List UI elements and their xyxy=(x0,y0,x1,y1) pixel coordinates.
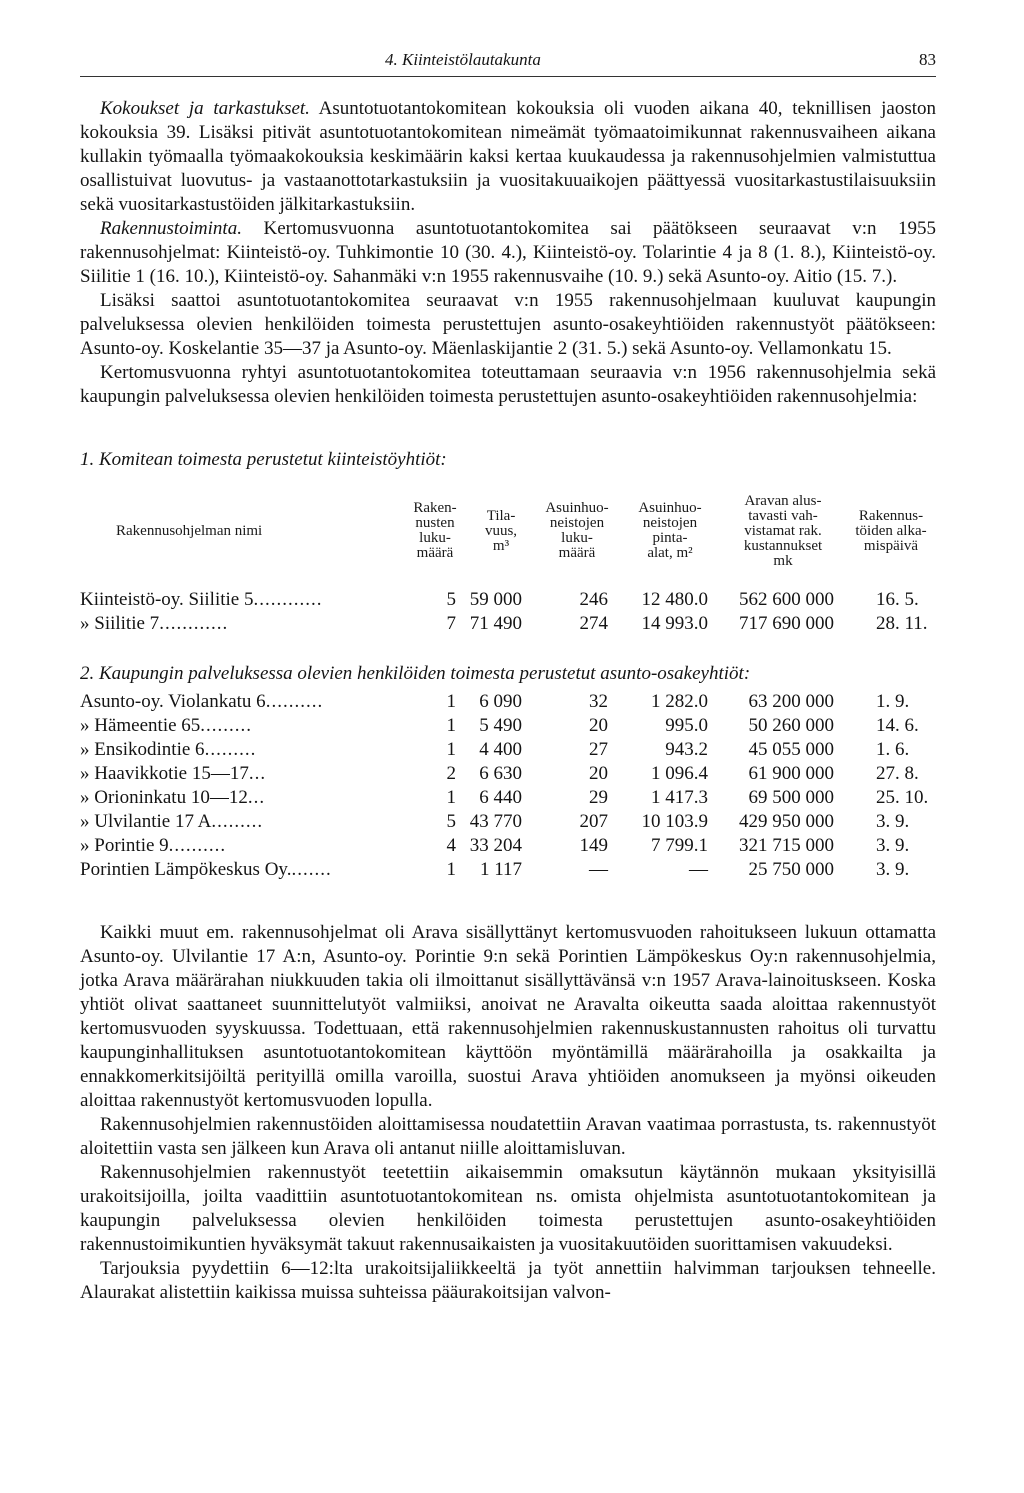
leader-dots: ... xyxy=(247,787,266,808)
row-area-cell: 7 799.1 xyxy=(651,835,708,856)
row-name: » Ulvilantie 17 A xyxy=(80,811,212,832)
row-area-cell: 1 282.0 xyxy=(651,691,708,712)
column-header: Rakennusohjelman nimi xyxy=(116,522,263,539)
row-start-cell: 3. 9. xyxy=(876,835,910,856)
paragraph-text: Lisäksi saattoi asuntotuotantokomitea seuraavat v:n 1955 rakennusohjelmaan kuuluvat kaupungin palveluksessa olevien henkilöiden toimesta perustettujen asunto-osakeyhtiöiden rakennustyöt päätökseen: Asunto-oy. Koskelantie 35—37 ja Asunto-oy. Mäenlaskijantie 2 (31. 5.) sekä Asunto-oy. Vellamonkatu 15. xyxy=(80,290,936,359)
row-name: Porintien Lämpökeskus Oy. xyxy=(80,859,292,880)
row-apartments-cell: 32 xyxy=(589,691,608,712)
row-name-cell xyxy=(80,811,402,835)
row-start-cell: 1. 6. xyxy=(876,739,910,760)
row-apartments-cell: 29 xyxy=(589,787,608,808)
row-name: » Hämeentie 65 xyxy=(80,715,201,736)
row-name: » Porintie 9 xyxy=(80,835,169,856)
row-name-cell xyxy=(80,763,402,787)
row-apartments-cell: 149 xyxy=(579,835,608,856)
row-volume-cell: 6 630 xyxy=(479,763,522,784)
row-volume-cell: 43 770 xyxy=(469,811,522,832)
row-area-cell: 1 096.4 xyxy=(651,763,708,784)
row-start-cell: 3. 9. xyxy=(876,811,910,832)
paragraph: Rakennusohjelmien rakennustöiden aloittamisessa noudatettiin Aravan vaatimaa porrastusta, ts. rakennustyöt aloitettiin vasta sen jälkeen kun Arava oli antanut niille aloittamisluvan. xyxy=(80,1114,936,1159)
paragraph xyxy=(80,361,936,409)
leader-dots: ............ xyxy=(253,589,323,610)
row-area-cell: 1 417.3 xyxy=(651,787,708,808)
row-cost-cell: 717 690 000 xyxy=(739,613,834,634)
table-row xyxy=(80,739,936,763)
row-buildings-cell: 1 xyxy=(446,691,456,712)
table-row xyxy=(80,787,936,811)
paragraph-lead: Rakennustoiminta. xyxy=(100,218,242,239)
row-apartments-cell: 20 xyxy=(589,763,608,784)
paragraph-text: Kertomusvuonna asuntotuotantokomitea sai päätökseen seuraavat v:n 1955 rakennusohjelmat: Kiinteistö-oy. Tuhkimontie 10 (30. 4.), Kiinteistö-oy. Tolarintie 4 ja 8 (1. 8.), Kiinteistö-oy. Siilitie 1 (16. 10.), Kiinteistö-oy. Sahanmäki v:n 1955 rakennusvaihe (10. 9.) sekä Asunto-oy. Aitio (15. 7.). xyxy=(80,218,937,287)
table-row xyxy=(80,715,936,739)
row-buildings-cell: 1 xyxy=(446,859,456,880)
row-start-cell: 25. 10. xyxy=(876,787,929,808)
row-start-cell: 1. 9. xyxy=(876,691,910,712)
table-row xyxy=(80,811,936,835)
row-volume-cell: 71 490 xyxy=(469,613,522,634)
row-name: Kiinteistö-oy. Siilitie 5 xyxy=(80,589,254,610)
row-name: » Ensikodintie 6 xyxy=(80,739,205,760)
running-header xyxy=(80,40,936,77)
row-volume-cell: 59 000 xyxy=(469,589,522,610)
row-cost-cell: 61 900 000 xyxy=(748,763,834,784)
row-volume-cell: 6 090 xyxy=(479,691,522,712)
row-volume-cell: 5 490 xyxy=(479,715,522,736)
row-start-cell: 27. 8. xyxy=(876,763,919,784)
row-volume-cell: 33 204 xyxy=(469,835,522,856)
column-header: Tila- vuus, m³ xyxy=(484,507,518,554)
row-cost-cell: 69 500 000 xyxy=(748,787,834,808)
table-header-row xyxy=(80,485,936,577)
leader-dots: ......... xyxy=(204,739,257,760)
section2-title: 2. Kaupungin palveluksessa olevien henkilöiden toimesta perustetut asunto-osakeyhtiöt: xyxy=(80,663,751,684)
row-cost-cell: 63 200 000 xyxy=(748,691,834,712)
row-area-cell: 943.2 xyxy=(665,739,708,760)
row-apartments-cell: 207 xyxy=(579,811,608,832)
row-cost-cell: 25 750 000 xyxy=(748,859,834,880)
row-apartments-cell: 274 xyxy=(579,613,608,634)
paragraph xyxy=(80,97,936,217)
row-area-cell: 14 993.0 xyxy=(641,613,708,634)
column-header: Rakennus- töiden alka- mispäivä xyxy=(855,507,927,554)
paragraph-text: Kertomusvuonna ryhtyi asuntotuotantokomitea toteuttamaan seuraavia v:n 1956 rakennusohjelmia sekä kaupungin palveluksessa olevien henkilöiden toimesta perustettujen asunto-osakeyhtiöiden rakennusohjelmia: xyxy=(80,362,936,407)
paragraph xyxy=(80,217,936,289)
row-area-cell: 10 103.9 xyxy=(641,811,708,832)
row-name-cell xyxy=(80,691,402,715)
paragraph: Kaikki muut em. rakennusohjelmat oli Arava sisällyttänyt kertomusvuoden rahoitukseen lukuun ottamatta Asunto-oy. Ulvilantie 17 A:n, Asunto-oy. Porintie 9:n sekä Porintien Lämpökeskus Oy:n rakennusohjelmia, jotka Arava määrärahan niukkuuden takia oli ilmoittanut sisällyttävänsä v:n 1957 Arava-lainoituskseen. Koska yhtiöt olivat saattaneet suunnittelutyöt valmiiksi, anoivat ne Aravalta oikeutta saada aloittaa rakennustyöt kertomusvuoden syyskuussa. Todettuaan, että rakennusohjelmien rakennuskustannusten rahoitus oli turvattu kaupunginhallituksen asuntotuotantokomitean käyttöön myöntämillä määrärahoilla ja osakkailta ja ennakkomerkitsijöiltä perityillä omilla varoilla, suostui Arava yhtiöiden anomukseen ja myönsi oikeuden aloittaa rakennustyöt kertomusvuoden lopulla. xyxy=(80,922,936,1111)
row-cost-cell: 50 260 000 xyxy=(748,715,834,736)
section2-title-row xyxy=(80,663,936,687)
document-page xyxy=(80,40,936,1305)
chapter-title: 4. Kiinteistölautakunta xyxy=(385,50,541,69)
row-start-cell: 16. 5. xyxy=(876,589,919,610)
row-name: Asunto-oy. Violankatu 6 xyxy=(80,691,266,712)
row-name-cell xyxy=(80,715,402,739)
row-name-cell xyxy=(80,739,402,763)
column-header: Aravan alus- tavasti vah- vistamat rak. kustannukset mk xyxy=(743,492,823,569)
row-cost-cell: 45 055 000 xyxy=(748,739,834,760)
row-start-cell: 14. 6. xyxy=(876,715,919,736)
housing-table xyxy=(80,485,936,883)
row-buildings-cell: 1 xyxy=(446,787,456,808)
column-header: Raken- nusten luku- määrä xyxy=(413,500,457,561)
row-name-cell xyxy=(80,787,402,811)
row-cost-cell: 321 715 000 xyxy=(739,835,834,856)
leader-dots: .......... xyxy=(265,691,324,712)
row-apartments-cell: 20 xyxy=(589,715,608,736)
leader-dots: ....... xyxy=(291,859,332,880)
leader-dots: .......... xyxy=(168,835,227,856)
row-area-cell: — xyxy=(689,859,708,880)
bottom-paragraphs xyxy=(80,921,936,1305)
row-volume-cell: 4 400 xyxy=(479,739,522,760)
top-paragraphs xyxy=(80,97,936,409)
row-buildings-cell: 4 xyxy=(446,835,456,856)
table-row xyxy=(80,763,936,787)
row-name: » Orioninkatu 10—12 xyxy=(80,787,248,808)
table-row xyxy=(80,835,936,859)
table-row xyxy=(80,691,936,715)
row-volume-cell: 1 117 xyxy=(479,859,522,880)
row-apartments-cell: 246 xyxy=(579,589,608,610)
row-name-cell xyxy=(80,859,402,883)
column-header: Asuinhuo- neistojen luku- määrä xyxy=(545,500,609,561)
leader-dots: ... xyxy=(248,763,267,784)
paragraph-lead: Kokoukset ja tarkastukset. xyxy=(100,98,310,119)
leader-dots: ......... xyxy=(211,811,264,832)
row-buildings-cell: 5 xyxy=(446,811,456,832)
leader-dots: ......... xyxy=(200,715,253,736)
row-apartments-cell: 27 xyxy=(589,739,608,760)
leader-dots: ............ xyxy=(159,613,229,634)
row-area-cell: 995.0 xyxy=(665,715,708,736)
row-name: » Siilitie 7 xyxy=(80,613,160,634)
row-name-cell xyxy=(80,835,402,859)
row-buildings-cell: 7 xyxy=(446,613,456,634)
row-area-cell: 12 480.0 xyxy=(641,589,708,610)
column-header: Asuinhuo- neistojen pinta- alat, m² xyxy=(638,500,702,561)
row-name-cell xyxy=(80,589,402,613)
row-buildings-cell: 1 xyxy=(446,739,456,760)
row-cost-cell: 429 950 000 xyxy=(739,811,834,832)
table-row xyxy=(80,613,936,637)
row-start-cell: 28. 11. xyxy=(876,613,928,634)
table-row xyxy=(80,859,936,883)
row-buildings-cell: 1 xyxy=(446,715,456,736)
paragraph: Rakennusohjelmien rakennustyöt teetettiin aikaisemmin omaksutun käytännön mukaan yksityisillä urakoitsijoilla, joilta vaadittiin asuntotuotantokomitean ns. omista ohjelmista asuntotuotantokomitean ja kaupungin palveluksessa olevien henkilöiden toimesta perustettujen asunto-osakeyhtiöiden rakennustoimikuntien hyväksymät takuut rakennusaikaisten ja vuositakuutöiden suorittamisen vakuudeksi. xyxy=(80,1162,936,1255)
paragraph xyxy=(80,289,936,361)
row-buildings-cell: 2 xyxy=(446,763,456,784)
row-buildings-cell: 5 xyxy=(446,589,456,610)
row-start-cell: 3. 9. xyxy=(876,859,910,880)
row-volume-cell: 6 440 xyxy=(479,787,522,808)
row-name-cell xyxy=(80,613,402,637)
page-number: 83 xyxy=(919,50,936,69)
section1-title: 1. Komitean toimesta perustetut kiinteistöyhtiöt: xyxy=(80,449,447,470)
row-cost-cell: 562 600 000 xyxy=(739,589,834,610)
row-name: » Haavikkotie 15—17 xyxy=(80,763,249,784)
paragraph: Tarjouksia pyydettiin 6—12:lta urakoitsijaliikkeeltä ja työt annettiin halvimman tarjouksen tehneelle. Alaurakat alistettiin kaikissa muissa suhteissa pääurakoitsijan valvon- xyxy=(80,1258,936,1303)
paragraph-text: Asuntotuotantokomitean kokouksia oli vuoden aikana 40, teknillisen jaoston kokouksia 39. Lisäksi pitivät asuntotuotantokomitean nimeämät työmaatoimikunnat rakennusvaiheen aikana kullakin työmaalla työmaakokouksia keskimäärin kaksi kertaa kuukaudessa ja rakennusohjelmien valmistuttua osallistuivat luovutus- ja vastaanottotarkastuksiin ja vuositakuuaikojen päättyessä vuositarkastustilaisuuksiin sekä vuositarkastustöiden jälkitarkastuksiin. xyxy=(80,98,936,215)
row-apartments-cell: — xyxy=(589,859,608,880)
table-row xyxy=(80,589,936,613)
